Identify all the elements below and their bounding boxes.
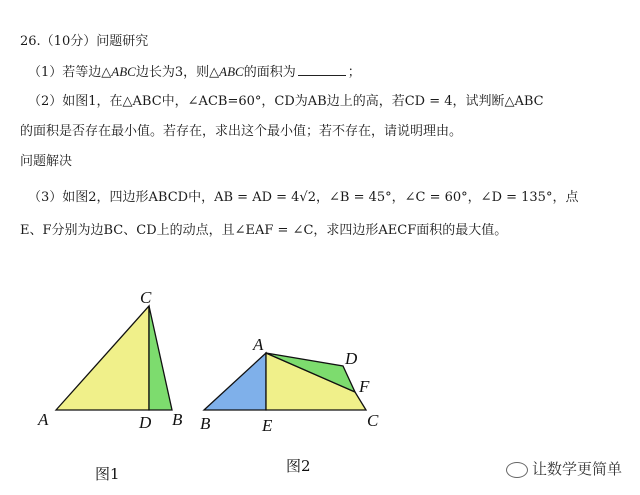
fig1-caption: 图1 <box>95 465 120 483</box>
fig2-label-E: E <box>262 416 273 435</box>
fig1-label-C: C <box>140 288 152 307</box>
part2-line1: （2）如图1，在△ABC中，∠ACB=60°，CD为AB边上的高，若CD = 4，试判断△ABC <box>28 94 544 109</box>
fig2-triangle-ABE <box>204 353 266 410</box>
fig2-label-C: C <box>367 411 379 430</box>
fig2-label-B: B <box>200 414 211 433</box>
fig1-label-B: B <box>172 410 183 429</box>
fig1-triangle-ACD <box>56 306 149 410</box>
fig2-label-A: A <box>253 335 264 354</box>
figure-2 <box>200 335 379 475</box>
problem-heading: 26.（10分）问题研究 <box>20 34 149 49</box>
fig1-label-D: D <box>139 413 152 432</box>
wechat-icon <box>506 462 528 478</box>
section-title: 问题解决 <box>20 154 73 169</box>
fig2-caption: 图2 <box>286 457 311 475</box>
fig1-label-A: A <box>38 410 49 429</box>
part1-text: （1）若等边△ABC边长为3，则△ABC的面积为 ； <box>28 64 361 80</box>
part2-line2: 的面积是否存在最小值。若存在，求出这个最小值；若不存在，请说明理由。 <box>20 124 463 139</box>
fig2-label-F: F <box>359 377 370 396</box>
fig1-triangle-CDB <box>149 306 172 410</box>
part3-line2: E、F分别为边BC、CD上的动点，且∠EAF = ∠C，求四边形AECF面积的最大值。 <box>20 223 508 238</box>
figure-1 <box>37 288 183 483</box>
fig2-label-D: D <box>345 349 358 368</box>
part3-line1: （3）如图2，四边形ABCD中，AB = AD = 4√2，∠B = 45°，∠C = 60°，∠D = 135°，点 <box>28 190 579 205</box>
watermark: 让数学更简单 <box>506 458 622 479</box>
